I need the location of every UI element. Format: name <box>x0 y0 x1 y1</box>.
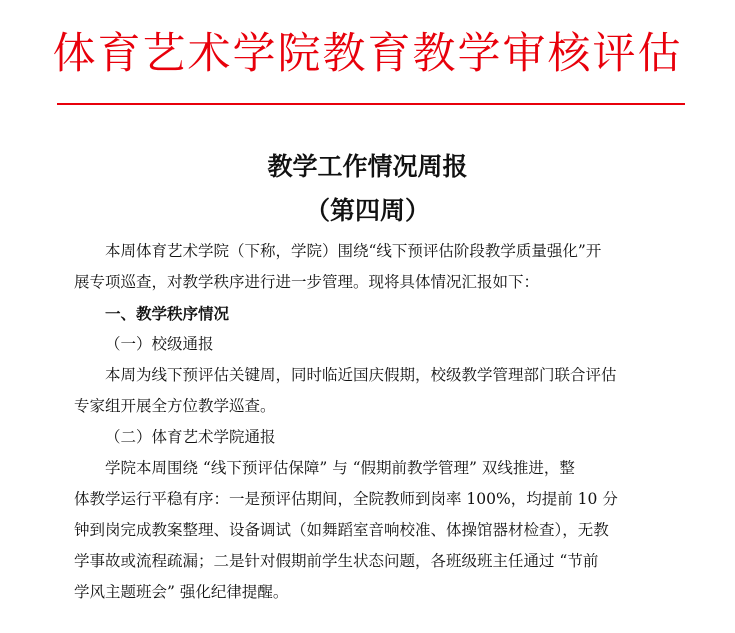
report-title: 教学工作情况周报 <box>267 152 468 181</box>
intro-line-2: 展专项巡查，对教学秩序进行进一步管理。现将具体情况汇报如下： <box>74 273 540 291</box>
subsection-1-line-2: 专家组开展全方位教学巡查。 <box>74 397 276 415</box>
section-1-heading: 一、教学秩序情况 <box>105 304 230 323</box>
subsection-1-heading: （一）校级通报 <box>105 335 214 353</box>
subsection-2-heading: （二）体育艺术学院通报 <box>105 428 276 446</box>
subsection-2-line-5: 学风主题班会” 强化纪律提醒。 <box>74 583 289 601</box>
report-week: （第四周） <box>304 196 430 225</box>
masthead-red-rule <box>57 103 685 105</box>
report-body <box>74 236 666 608</box>
subsection-2-line-1: 学院本周围绕 “线下预评估保障” 与 “假期前教学管理” 双线推进，整 <box>105 459 575 477</box>
subsection-1-line-1: 本周为线下预评估关键周，同时临近国庆假期，校级教学管理部门联合评估 <box>105 366 617 384</box>
subsection-2-line-3: 钟到岗完成教案整理、设备调试（如舞蹈室音响校准、体操馆器材检查），无教 <box>74 521 609 539</box>
masthead-title: 体育艺术学院教育教学审核评估 <box>52 29 683 79</box>
subsection-2-line-4: 学事故或流程疏漏；二是针对假期前学生状态问题，各班级班主任通过 “节前 <box>74 552 599 570</box>
subsection-2-line-2: 体教学运行平稳有序：一是预评估期间，全院教师到岗率 100%，均提前 10 分 <box>74 490 618 508</box>
intro-line-1: 本周体育艺术学院（下称，学院）围绕“线下预评估阶段教学质量强化”开 <box>105 242 602 260</box>
